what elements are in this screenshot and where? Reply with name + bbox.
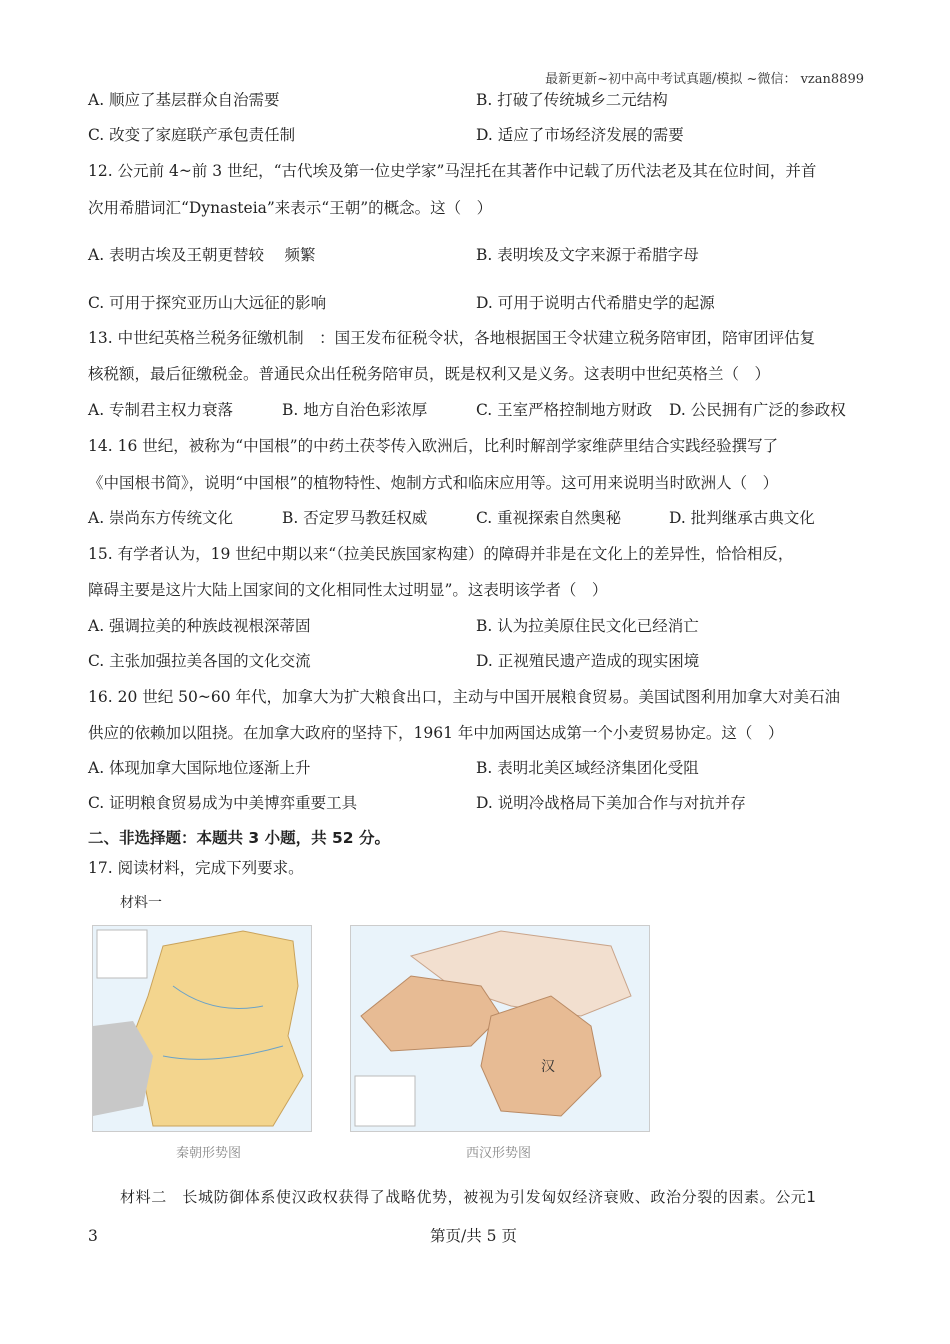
q16-stem-line2: 供应的依赖加以阻挠。在加拿大政府的坚持下，1961 年中加两国达成第一个小麦贸易协定。这（ ） xyxy=(88,724,784,742)
han-map-graphic xyxy=(351,926,649,1131)
qin-dynasty-map xyxy=(92,925,312,1132)
q12-option-a: A. 表明古埃及王朝更替较 频繁 xyxy=(88,246,316,264)
q16-stem-line1: 16. 20 世纪 50~60 年代，加拿大为扩大粮食出口，主动与中国开展粮食贸易。美国试图利用加拿大对美石油 xyxy=(88,688,841,706)
q12-option-c: C. 可用于探究亚历山大远征的影响 xyxy=(88,294,327,312)
q16-option-c: C. 证明粮食贸易成为中美博弈重要工具 xyxy=(88,794,358,812)
q16-option-d: D. 说明冷战格局下美加合作与对抗并存 xyxy=(476,794,746,812)
q15-option-b: B. 认为拉美原住民文化已经消亡 xyxy=(476,617,699,635)
q15-stem-line1: 15. 有学者认为，19 世纪中期以来“（拉美民族国家构建）的障碍并非是在文化上的差异性，恰恰相反， xyxy=(88,545,794,563)
map2-caption: 西汉形势图 xyxy=(466,1146,532,1161)
q14-stem-line1: 14. 16 世纪，被称为“中国根”的中药土茯苓传入欧洲后，比利时解剖学家维萨里结合实践经验撰写了 xyxy=(88,437,779,455)
q17-stem: 17. 阅读材料，完成下列要求。 xyxy=(88,859,304,877)
q12-option-d: D. 可用于说明古代希腊史学的起源 xyxy=(476,294,715,312)
q13-stem-line2: 核税额，最后征缴税金。普通民众出任税务陪审员，既是权利又是义务。这表明中世纪英格兰（ ） xyxy=(88,365,771,383)
map1-caption: 秦朝形势图 xyxy=(176,1146,242,1161)
q11-option-d: D. 适应了市场经济发展的需要 xyxy=(476,126,684,144)
q16-option-b: B. 表明北美区域经济集团化受阻 xyxy=(476,759,699,777)
page-footer: 第页/共 5 页 xyxy=(430,1227,517,1245)
western-han-map xyxy=(350,925,650,1132)
q12-stem-line2: 次用希腊词汇“Dynasteia”来表示“王朝”的概念。这（ ） xyxy=(88,199,493,217)
q15-option-c: C. 主张加强拉美各国的文化交流 xyxy=(88,652,311,670)
material2-text: 材料二 长城防御体系使汉政权获得了战略优势，被视为引发匈奴经济衰败、政治分裂的因素。公元1 xyxy=(120,1188,817,1206)
q13-option-c: C. 王室严格控制地方财政 xyxy=(476,401,653,419)
q12-stem-line1: 12. 公元前 4~前 3 世纪，“古代埃及第一位史学家”马涅托在其著作中记载了历代法老及其在位时间，并首 xyxy=(88,162,817,180)
han-map-label: 汉 xyxy=(541,1059,555,1075)
qin-map-graphic xyxy=(93,926,311,1131)
q13-option-b: B. 地方自治色彩浓厚 xyxy=(282,401,428,419)
q13-stem-line1: 13. 中世纪英格兰税务征缴机制 ：国王发布征税令状，各地根据国王令状建立税务陪审团，陪审团评估复 xyxy=(88,329,816,347)
q11-option-a: A. 顺应了基层群众自治需要 xyxy=(88,91,280,109)
section-title: 二、非选择题：本题共 3 小题，共 52 分。 xyxy=(88,829,390,847)
page-number: 3 xyxy=(88,1227,98,1245)
q11-option-b: B. 打破了传统城乡二元结构 xyxy=(476,91,668,109)
q13-option-d: D. 公民拥有广泛的参政权 xyxy=(669,401,846,419)
q15-option-d: D. 正视殖民遗产造成的现实困境 xyxy=(476,652,700,670)
q12-option-b: B. 表明埃及文字来源于希腊字母 xyxy=(476,246,699,264)
watermark-header: 最新更新~初中高中考试真题/模拟 ~微信： vzan8899 xyxy=(545,72,864,87)
q14-option-d: D. 批判继承古典文化 xyxy=(669,509,815,527)
q13-option-a: A. 专制君主权力衰落 xyxy=(88,401,234,419)
q14-option-c: C. 重视探索自然奥秘 xyxy=(476,509,622,527)
q15-option-a: A. 强调拉美的种族歧视根深蒂固 xyxy=(88,617,311,635)
q16-option-a: A. 体现加拿大国际地位逐渐上升 xyxy=(88,759,311,777)
q14-stem-line2: 《中国根书简》，说明“中国根”的植物特性、炮制方式和临床应用等。这可用来说明当时欧洲人（ ） xyxy=(88,474,779,492)
q15-stem-line2: 障碍主要是这片大陆上国家间的文化相同性太过明显”。这表明该学者（ ） xyxy=(88,581,608,599)
q11-option-c: C. 改变了家庭联产承包责任制 xyxy=(88,126,296,144)
material1-label: 材料一 xyxy=(120,895,162,911)
q14-option-a: A. 崇尚东方传统文化 xyxy=(88,509,234,527)
q14-option-b: B. 否定罗马教廷权威 xyxy=(282,509,428,527)
